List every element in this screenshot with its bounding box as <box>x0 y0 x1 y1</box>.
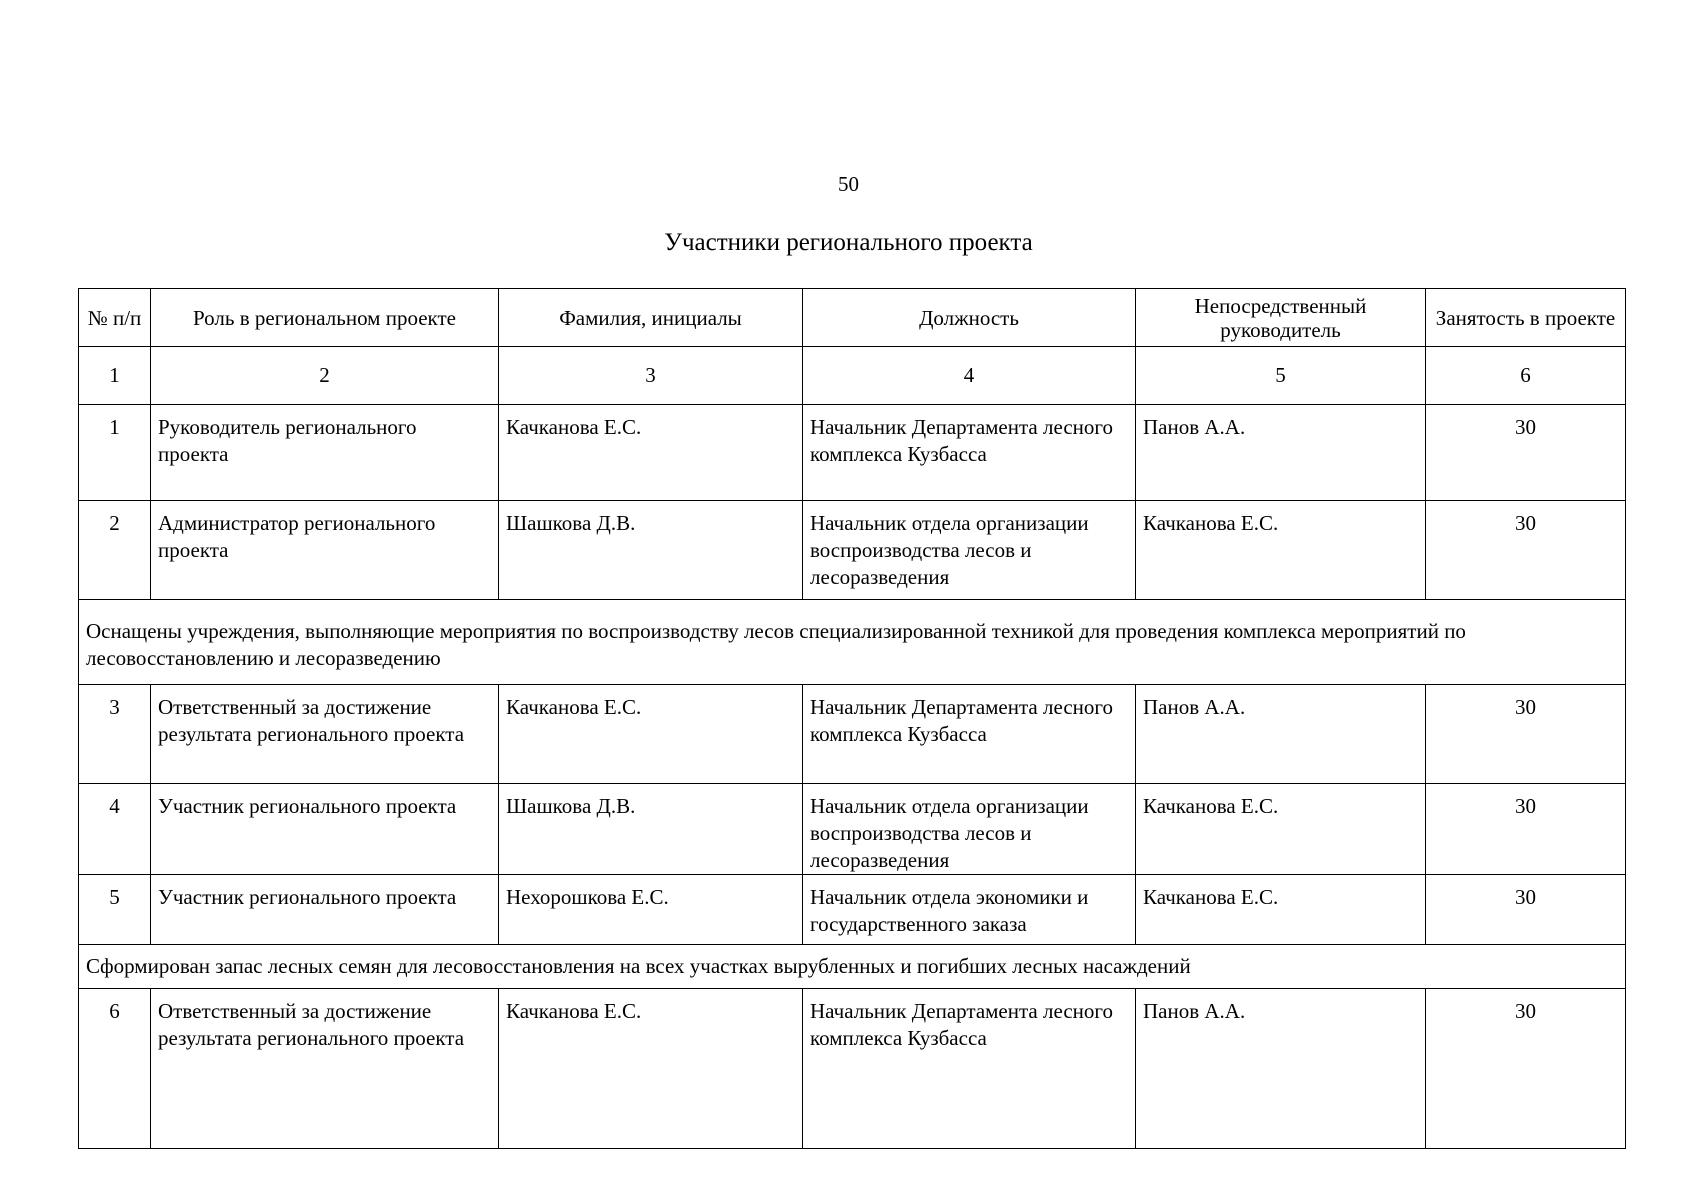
row-role: Ответственный за достижение результата регионального проекта <box>151 685 499 784</box>
row-num: 2 <box>79 501 151 600</box>
row-num: 4 <box>79 784 151 875</box>
column-number: 3 <box>499 347 803 405</box>
row-share: 30 <box>1426 501 1626 600</box>
row-position: Начальник Департамента лесного комплекса Кузбасса <box>803 405 1136 501</box>
table-row <box>79 784 1626 875</box>
row-role: Администратор регионального проекта <box>151 501 499 600</box>
table-row <box>79 685 1626 784</box>
row-position: Начальник Департамента лесного комплекса Кузбасса <box>803 989 1136 1149</box>
row-role: Участник регионального проекта <box>151 784 499 875</box>
section-heading: Сформирован запас лесных семян для лесовосстановления на всех участках вырубленных и погибших лесных насаждений <box>79 945 1626 989</box>
table-row <box>79 501 1626 600</box>
row-share: 30 <box>1426 685 1626 784</box>
row-manager: Панов А.А. <box>1136 405 1426 501</box>
row-num: 5 <box>79 875 151 945</box>
row-name: Шашкова Д.В. <box>499 501 803 600</box>
row-share: 30 <box>1426 875 1626 945</box>
row-role: Руководитель регионального проекта <box>151 405 499 501</box>
column-number-row <box>79 347 1626 405</box>
row-share: 30 <box>1426 405 1626 501</box>
row-num: 3 <box>79 685 151 784</box>
row-role: Участник регионального проекта <box>151 875 499 945</box>
row-share: 30 <box>1426 989 1626 1149</box>
row-role: Ответственный за достижение результата регионального проекта <box>151 989 499 1149</box>
section-row <box>79 600 1626 685</box>
header-role: Роль в региональном проекте <box>151 289 499 347</box>
page-number: 50 <box>838 172 859 196</box>
row-name: Качканова Е.С. <box>499 405 803 501</box>
row-share: 30 <box>1426 784 1626 875</box>
column-number: 1 <box>79 347 151 405</box>
row-manager: Качканова Е.С. <box>1136 784 1426 875</box>
table-row <box>79 989 1626 1149</box>
participants-table <box>78 288 1626 1149</box>
header-position: Должность <box>803 289 1136 347</box>
row-position: Начальник отдела организации воспроизводства лесов и лесоразведения <box>803 501 1136 600</box>
header-name: Фамилия, инициалы <box>499 289 803 347</box>
row-manager: Качканова Е.С. <box>1136 875 1426 945</box>
column-number: 6 <box>1426 347 1626 405</box>
column-number: 4 <box>803 347 1136 405</box>
section-heading: Оснащены учреждения, выполняющие мероприятия по воспроизводству лесов специализированной техникой для проведения комплекса мероприятий по лесовосстановлению и лесоразведению <box>79 600 1626 685</box>
section-row <box>79 945 1626 989</box>
row-position: Начальник Департамента лесного комплекса Кузбасса <box>803 685 1136 784</box>
row-position: Начальник отдела организации воспроизводства лесов и лесоразведения <box>803 784 1136 875</box>
row-num: 1 <box>79 405 151 501</box>
row-name: Нехорошкова Е.С. <box>499 875 803 945</box>
row-manager: Панов А.А. <box>1136 685 1426 784</box>
row-num: 6 <box>79 989 151 1149</box>
table-row <box>79 405 1626 501</box>
column-number: 2 <box>151 347 499 405</box>
column-number: 5 <box>1136 347 1426 405</box>
row-name: Качканова Е.С. <box>499 685 803 784</box>
row-position: Начальник отдела экономики и государственного заказа <box>803 875 1136 945</box>
row-manager: Качканова Е.С. <box>1136 501 1426 600</box>
header-num: № п/п <box>79 289 151 347</box>
header-manager: Непосредственный руководитель <box>1136 289 1426 347</box>
header-share: Занятость в проекте <box>1426 289 1626 347</box>
row-name: Качканова Е.С. <box>499 989 803 1149</box>
row-name: Шашкова Д.В. <box>499 784 803 875</box>
row-manager: Панов А.А. <box>1136 989 1426 1149</box>
document-title: Участники регионального проекта <box>664 229 1033 256</box>
table-header-row <box>79 289 1626 347</box>
table-row <box>79 875 1626 945</box>
